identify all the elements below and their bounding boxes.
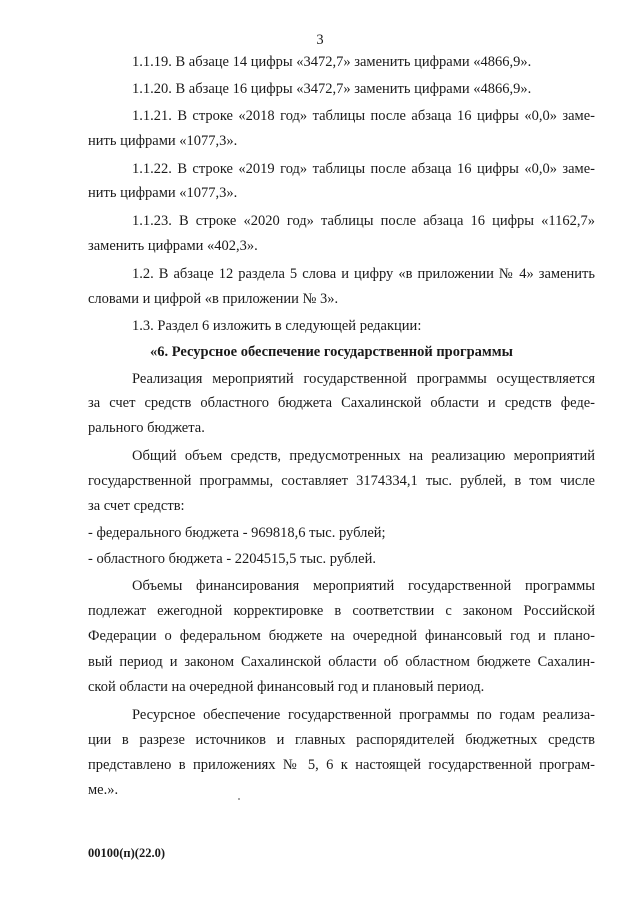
para3-line5: ской области на очередной финансовый год и плановый период. <box>88 679 485 695</box>
item-1-1-21-line1: 1.1.21. В строке «2018 год» таблицы после абзаца 16 цифры «0,0» заме- <box>132 108 595 124</box>
para3-line2: подлежат ежегодной корректировке в соответствии с законом Российской <box>88 603 595 619</box>
para4-line4: ме.». <box>88 782 119 798</box>
item-1-1-23-line2: заменить цифрами «402,3». <box>88 238 258 254</box>
para1-line3: рального бюджета. <box>88 420 205 436</box>
item-1-1-22-line2: нить цифрами «1077,3». <box>88 185 238 201</box>
list-federal: - федерального бюджета - 969818,6 тыс. рублей; <box>88 525 386 541</box>
list-regional: - областного бюджета - 2204515,5 тыс. рублей. <box>88 551 376 567</box>
para4-line3: представлено в приложениях № 5, 6 к настоящей государственной програм- <box>88 757 595 773</box>
para4-line1: Ресурсное обеспечение государственной программы по годам реализа- <box>132 707 595 723</box>
item-1-3: 1.3. Раздел 6 изложить в следующей редакции: <box>132 318 422 334</box>
item-1-1-23-line1: 1.1.23. В строке «2020 год» таблицы после абзаца 16 цифры «1162,7» <box>132 213 595 229</box>
item-1-1-22-line1: 1.1.22. В строке «2019 год» таблицы после абзаца 16 цифры «0,0» заме- <box>132 161 595 177</box>
footer-code: 00100(п)(22.0) <box>88 846 165 860</box>
para3-line4: вый период и законом Сахалинской области об областном бюджете Сахалин- <box>88 654 595 670</box>
para3-line1: Объемы финансирования мероприятий государственной программы <box>132 578 595 594</box>
para2-line1: Общий объем средств, предусмотренных на реализацию мероприятий <box>132 448 595 464</box>
item-1-2-line1: 1.2. В абзаце 12 раздела 5 слова и цифру «в приложении № 4» заменить <box>132 266 595 282</box>
item-1-1-19: 1.1.19. В абзаце 14 цифры «3472,7» заменить цифрами «4866,9». <box>132 54 532 70</box>
para4-line2: ции в разрезе источников и главных распорядителей бюджетных средств <box>88 732 595 748</box>
para3-line3: Федерации о федеральном бюджете на очередной финансовый год и плано- <box>88 628 595 644</box>
page-number: 3 <box>316 32 324 48</box>
item-1-1-20: 1.1.20. В абзаце 16 цифры «3472,7» заменить цифрами «4866,9». <box>132 81 532 97</box>
para2-line3: за счет средств: <box>88 498 185 514</box>
item-1-2-line2: словами и цифрой «в приложении № 3». <box>88 291 339 307</box>
section-title: «6. Ресурсное обеспечение государственной программы <box>150 344 513 360</box>
para1-line1: Реализация мероприятий государственной программы осуществляется <box>132 371 595 387</box>
item-1-1-21-line2: нить цифрами «1077,3». <box>88 133 238 149</box>
scan-speck <box>238 798 240 800</box>
para2-line2: государственной программы, составляет 3174334,1 тыс. рублей, в том числе <box>88 473 595 489</box>
para1-line2: за счет средств областного бюджета Сахалинской области и средств феде- <box>88 395 595 411</box>
